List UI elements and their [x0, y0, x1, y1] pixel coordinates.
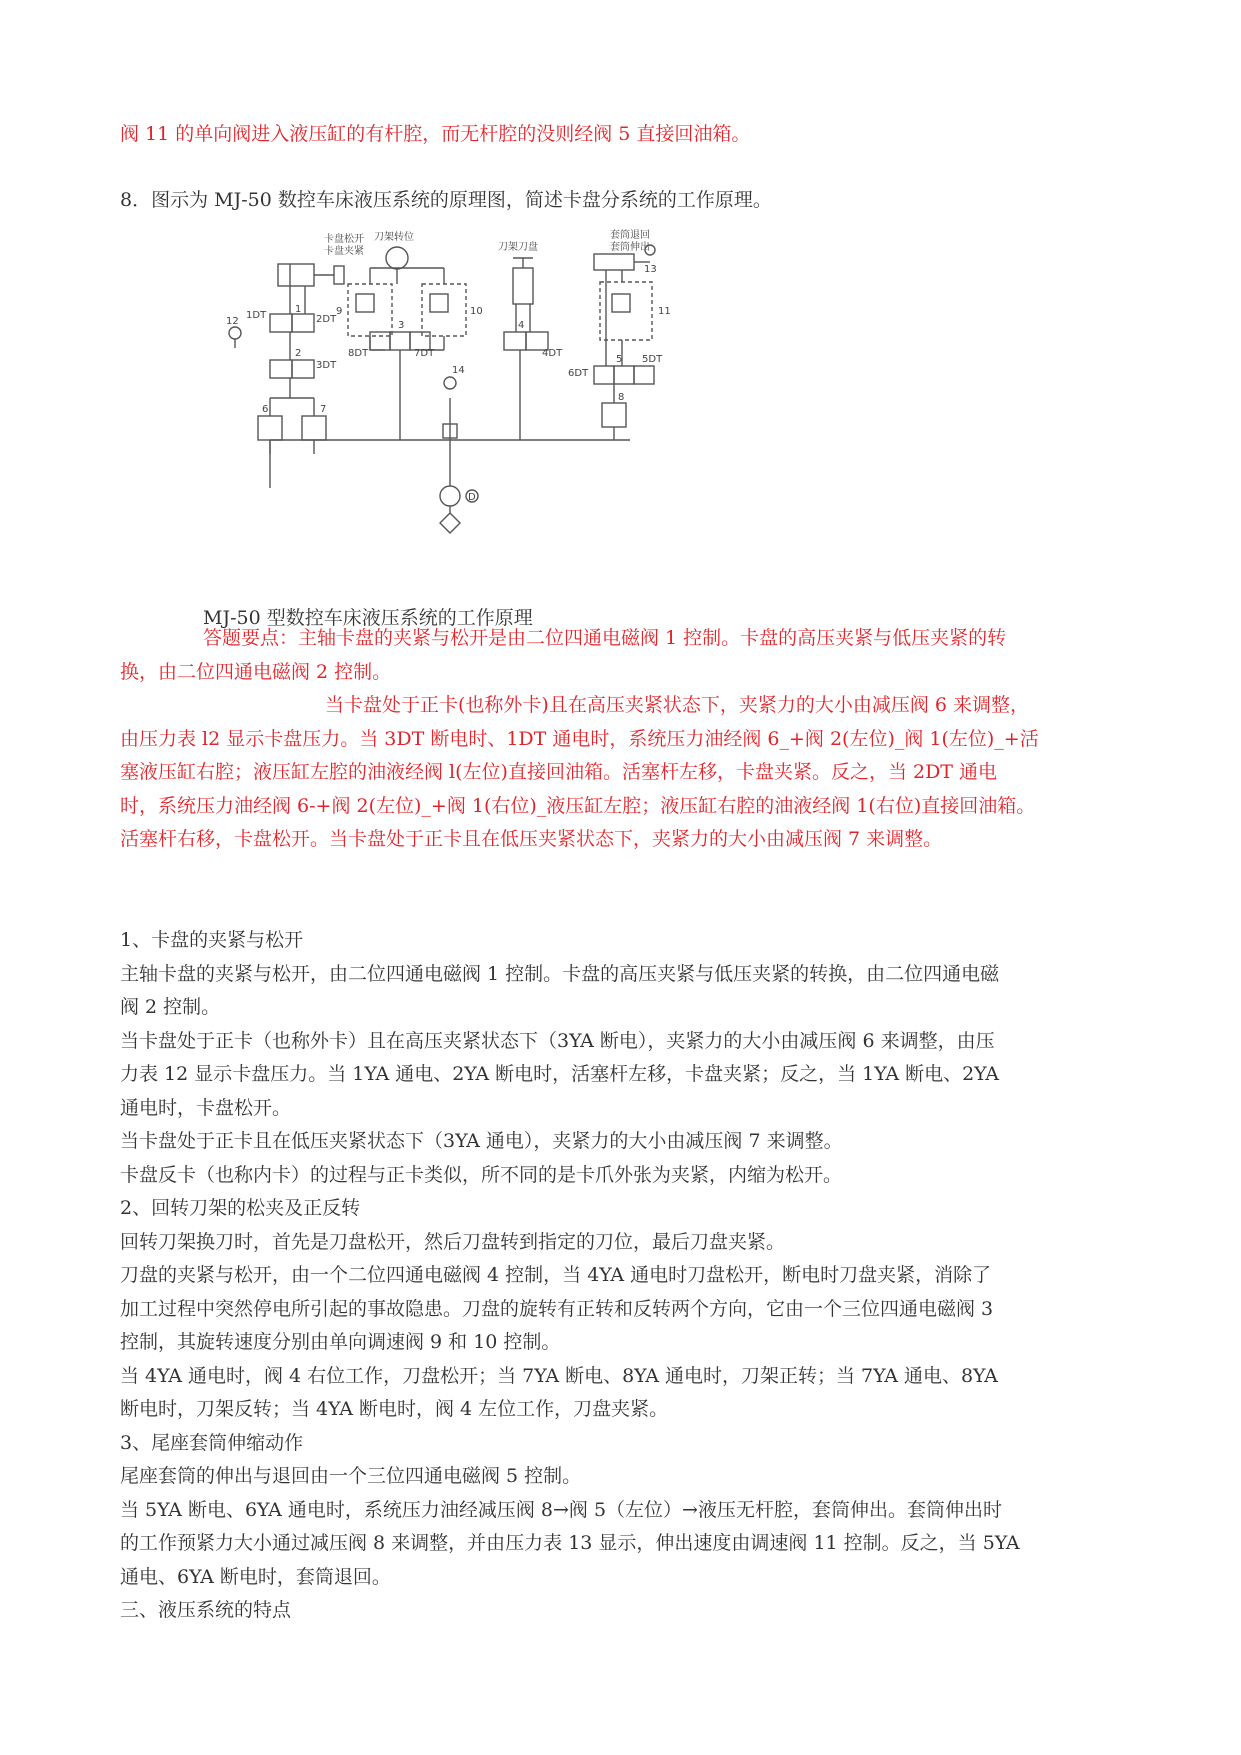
label-n5: 5: [616, 354, 623, 365]
label-n3: 3: [398, 320, 405, 331]
body-section: [120, 924, 1120, 1628]
label-quill-extend: 套筒伸出: [610, 242, 650, 253]
answer-line: 由压力表 l2 显示卡盘压力。当 3DT 断电时、1DT 通电时，系统压力油经阀 6_+阀 2(左位)_阀 1(左位)_+活: [120, 727, 1039, 750]
body-line: 阀 2 控制。: [120, 996, 221, 1018]
label-8dt: 8DT: [348, 348, 369, 359]
label-turret-disc: 刀架刀盘: [498, 242, 538, 253]
body-line: 控制，其旋转速度分别由单向调速阀 9 和 10 控制。: [120, 1331, 561, 1353]
body-line: 主轴卡盘的夹紧与松开，由二位四通电磁阀 1 控制。卡盘的高压夹紧与低压夹紧的转换，由二位四通电磁: [120, 962, 1000, 985]
body-line: 当卡盘处于正卡且在低压夹紧状态下（3YA 通电），夹紧力的大小由减压阀 7 来调整。: [120, 1130, 843, 1152]
label-n2: 2: [295, 348, 302, 359]
body-line: 回转刀架换刀时，首先是刀盘松开，然后刀盘转到指定的刀位，最后刀盘夹紧。: [120, 1230, 786, 1253]
label-6dt: 6DT: [568, 368, 589, 379]
label-n1: 1: [295, 304, 302, 315]
section-heading: 2、回转刀架的松夹及正反转: [120, 1197, 361, 1219]
answer-line: 答题要点：主轴卡盘的夹紧与松开是由二位四通电磁阀 1 控制。卡盘的高压夹紧与低压夹紧的转: [203, 627, 1007, 649]
body-line: 通电时，卡盘松开。: [120, 1096, 292, 1119]
answer-line: 时，系统压力油经阀 6-+阀 2(左位)_+阀 1(右位)_液压缸左腔；液压缸右腔的油液经阀 1(右位)直接回油箱。: [120, 794, 1036, 817]
question-8: 8．图示为 MJ-50 数控车床液压系统的原理图，简述卡盘分系统的工作原理。: [120, 189, 772, 211]
label-turret-index: 刀架转位: [374, 232, 414, 243]
body-line: 当 5YA 断电、6YA 通电时，系统压力油经减压阀 8→阀 5（左位）→液压无杆腔，套筒伸出。套筒伸出时: [120, 1498, 1002, 1521]
label-chuck-clamp: 卡盘夹紧: [324, 246, 364, 257]
label-4dt: 4DT: [542, 348, 563, 359]
answer-section: [120, 622, 1120, 857]
body-line: 卡盘反卡（也称内卡）的过程与正卡类似，所不同的是卡爪外张为夹紧，内缩为松开。: [120, 1163, 843, 1186]
body-line: 力表 12 显示卡盘压力。当 1YA 通电、2YA 断电时，活塞杆左移，卡盘夹紧；反之，当 1YA 断电、2YA: [120, 1063, 999, 1085]
label-chuck-release: 卡盘松开: [324, 234, 364, 245]
section-heading: 1、卡盘的夹紧与松开: [120, 929, 304, 951]
label-quill-retract: 套筒退回: [610, 230, 650, 241]
body-line: 的工作预紧力大小通过减压阀 8 来调整，并由压力表 13 显示，伸出速度由调速阀 11 控制。反之，当 5YA: [120, 1532, 1020, 1554]
label-motor: D: [468, 492, 476, 503]
label-n13: 13: [644, 264, 657, 275]
label-5dt: 5DT: [642, 354, 663, 365]
label-n6: 6: [262, 404, 269, 415]
body-line: 通电、6YA 断电时，套筒退回。: [120, 1565, 391, 1588]
answer-line: 活塞杆右移，卡盘松开。当卡盘处于正卡且在低压夹紧状态下，夹紧力的大小由减压阀 7 来调整。: [120, 828, 943, 850]
label-n11: 11: [658, 306, 671, 317]
body-line: 断电时，刀架反转；当 4YA 断电时，阀 4 左位工作，刀盘夹紧。: [120, 1398, 669, 1420]
figure-caption: MJ-50 型数控车床液压系统的工作原理: [203, 607, 533, 629]
body-line: 加工过程中突然停电所引起的事故隐患。刀盘的旋转有正转和反转两个方向，它由一个三位四通电磁阀 3: [120, 1297, 994, 1320]
answer-continuation-line: 阀 11 的单向阀进入液压缸的有杆腔，而无杆腔的没则经阀 5 直接回油箱。: [120, 123, 751, 145]
label-n14: 14: [452, 365, 465, 376]
label-n7: 7: [320, 404, 327, 415]
hydraulic-schematic-diagram: [226, 228, 750, 563]
body-line: 当卡盘处于正卡（也称外卡）且在高压夹紧状态下（3YA 断电），夹紧力的大小由减压阀 6 来调整，由压: [120, 1029, 995, 1052]
label-12: 12: [226, 316, 239, 327]
label-3dt: 3DT: [316, 360, 337, 371]
answer-line: 塞液压缸右腔；液压缸左腔的油液经阀 l(左位)直接回油箱。活塞杆左移，卡盘夹紧。反之，当 2DT 通电: [120, 761, 998, 783]
label-2dt: 2DT: [316, 314, 337, 325]
label-n4: 4: [518, 320, 525, 331]
label-7dt: 7DT: [414, 348, 435, 359]
label-1dt: 1DT: [246, 310, 267, 321]
label-n9: 9: [336, 306, 343, 317]
body-line: 当 4YA 通电时，阀 4 右位工作，刀盘松开；当 7YA 断电、8YA 通电时，刀架正转；当 7YA 通电、8YA: [120, 1364, 998, 1387]
section-heading: 三、液压系统的特点: [120, 1599, 292, 1621]
body-line: 尾座套筒的伸出与退回由一个三位四通电磁阀 5 控制。: [120, 1465, 582, 1487]
answer-line: 换，由二位四通电磁阀 2 控制。: [120, 660, 392, 683]
label-n8: 8: [618, 392, 625, 403]
section-heading: 3、尾座套筒伸缩动作: [120, 1431, 304, 1454]
answer-line: 当卡盘处于正卡(也称外卡)且在高压夹紧状态下，夹紧力的大小由减压阀 6 来调整，: [325, 694, 1029, 716]
body-line: 刀盘的夹紧与松开，由一个二位四通电磁阀 4 控制，当 4YA 通电时刀盘松开，断电时刀盘夹紧，消除了: [120, 1264, 992, 1286]
label-n10: 10: [470, 306, 483, 317]
